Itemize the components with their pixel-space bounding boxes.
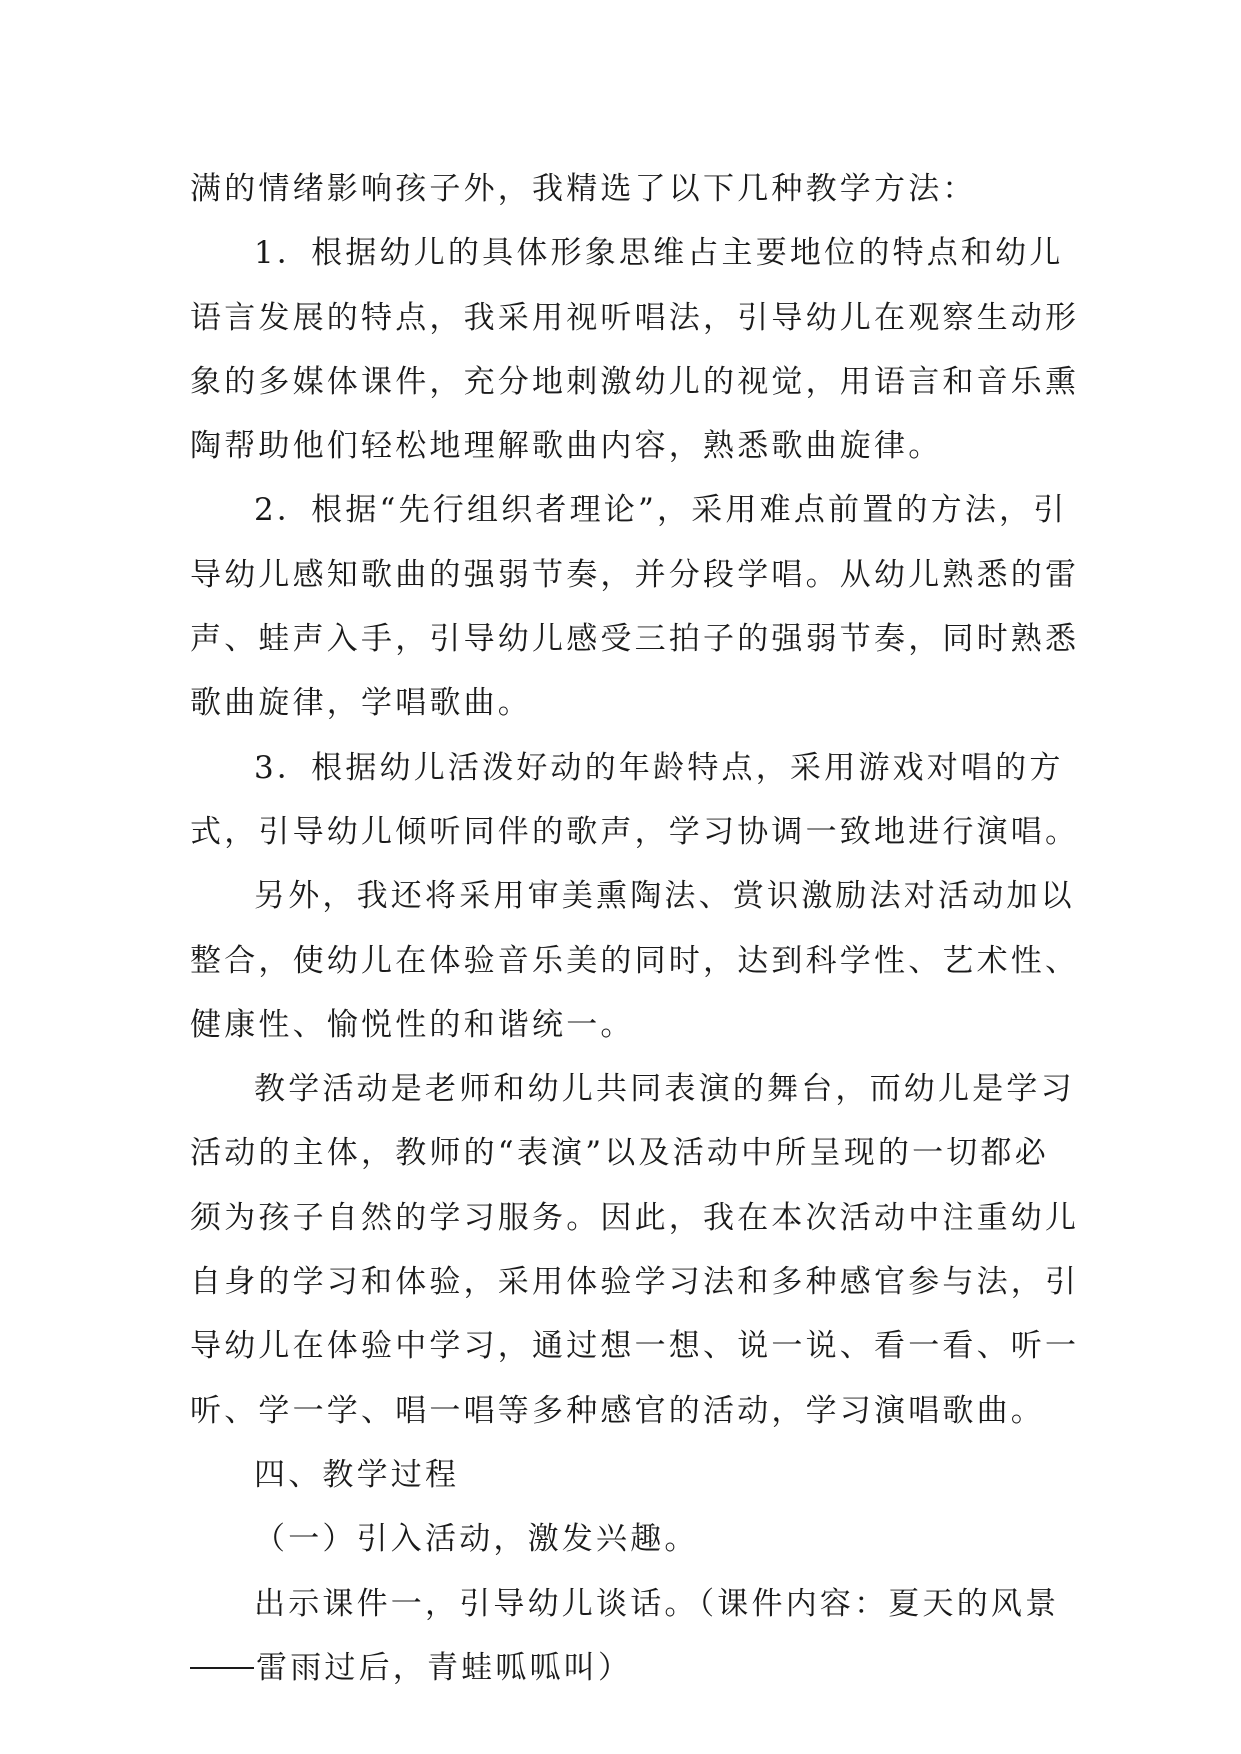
text-line: 象的多媒体课件，充分地刺激幼儿的视觉，用语言和音乐熏: [190, 363, 1080, 400]
text-line: 雷雨过后，青蛙呱呱叫）: [256, 1649, 633, 1686]
text-line: 教学活动是老师和幼儿共同表演的舞台，而幼儿是学习: [254, 1071, 1075, 1108]
em-dash-glyph: [190, 1667, 254, 1669]
text-line: 陶帮助他们轻松地理解歌曲内容，熟悉歌曲旋律。: [190, 428, 943, 465]
text-line: 整合，使幼儿在体验音乐美的同时，达到科学性、艺术性、: [190, 942, 1080, 979]
document-body: [190, 157, 1080, 1700]
text-line: 须为孩子自然的学习服务。因此，我在本次活动中注重幼儿: [190, 1199, 1080, 1236]
text-line: 语言发展的特点，我采用视听唱法，引导幼儿在观察生动形: [190, 299, 1080, 336]
subsection-heading: （一）引入活动，激发兴趣。: [254, 1521, 699, 1558]
text-line: 式，引导幼儿倾听同伴的歌声，学习协调一致地进行演唱。: [190, 813, 1080, 850]
text-line: 出示课件一，引导幼儿谈话。（课件内容：夏天的风景: [254, 1585, 1060, 1622]
text-line: 导幼儿感知歌曲的强弱节奏，并分段学唱。从幼儿熟悉的雷: [190, 556, 1080, 593]
text-line: 听、学一学、唱一唱等多种感官的活动，学习演唱歌曲。: [190, 1392, 1045, 1429]
text-line: 自身的学习和体验，采用体验学习法和多种感官参与法，引: [190, 1264, 1080, 1301]
text-line: 1．根据幼儿的具体形象思维占主要地位的特点和幼儿: [254, 235, 1064, 272]
text-line-with-dash: [190, 1636, 1070, 1700]
text-line: 3．根据幼儿活泼好动的年龄特点，采用游戏对唱的方: [254, 749, 1064, 786]
text-line: 导幼儿在体验中学习，通过想一想、说一说、看一看、听一: [190, 1328, 1080, 1365]
section-heading: 四、教学过程: [254, 1456, 460, 1493]
text-line: 健康性、愉悦性的和谐统一。: [190, 1006, 635, 1043]
text-line: 歌曲旋律，学唱歌曲。: [190, 685, 532, 722]
text-line: 满的情绪影响孩子外，我精选了以下几种教学方法：: [190, 171, 977, 207]
text-line: 2．根据“先行组织者理论”，采用难点前置的方法，引: [254, 492, 1068, 529]
text-line: 声、蛙声入手，引导幼儿感受三拍子的强弱节奏，同时熟悉: [190, 621, 1080, 658]
text-line: 另外，我还将采用审美熏陶法、赏识激励法对活动加以: [254, 878, 1075, 915]
text-line: 活动的主体，教师的“表演”以及活动中所呈现的一切都必: [190, 1135, 1049, 1172]
